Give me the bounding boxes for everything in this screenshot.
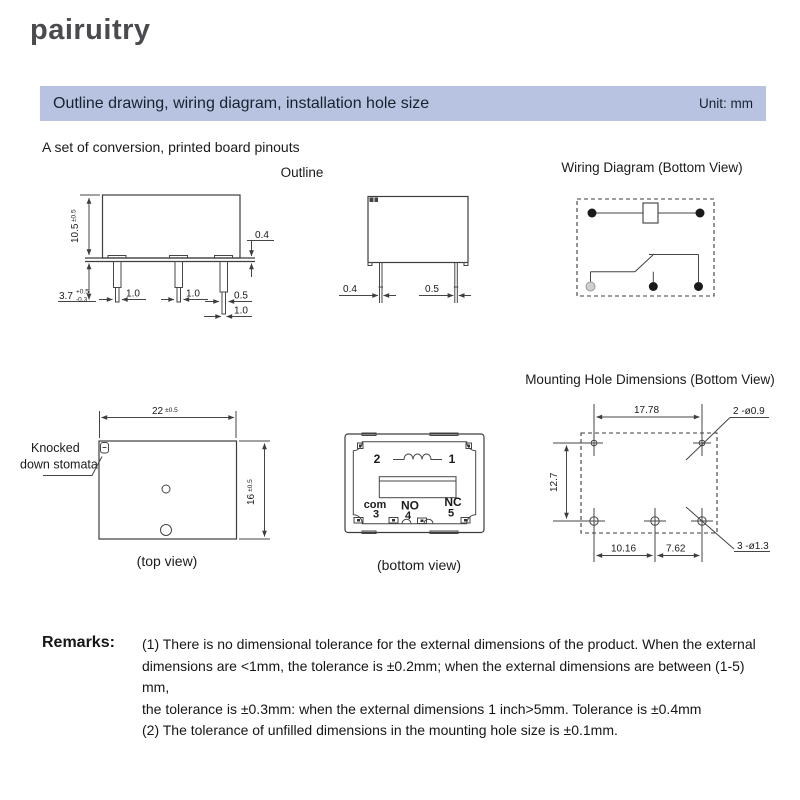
remarks-text	[142, 634, 772, 742]
pin-label-2: 2	[373, 452, 381, 466]
terminal-dot-open	[586, 282, 595, 291]
coil-symbol	[643, 203, 658, 223]
dim-top-height	[239, 441, 270, 539]
dim-height	[70, 195, 100, 255]
pin-label-nc: NC	[444, 495, 462, 509]
svg-text:0.5: 0.5	[425, 284, 439, 295]
dim-pin-widths	[99, 289, 252, 317]
remarks-section	[42, 634, 772, 742]
technical-drawing	[0, 150, 800, 630]
dim-top-width	[100, 406, 237, 438]
svg-text:3.7: 3.7	[59, 291, 73, 302]
pin-label-5: 5	[447, 507, 455, 520]
end-view-drawing	[339, 197, 471, 304]
pin-label-1: 1	[448, 452, 456, 466]
pin-label-4: 4	[404, 510, 412, 522]
svg-text:1.0: 1.0	[186, 288, 200, 300]
callout-bottom-holes	[686, 507, 770, 552]
terminal-dot	[649, 282, 658, 291]
remarks-line-3: the tolerance is ±0.3mm: when the external dimensions 1 inch>5mm. Tolerance is ±0.4mm	[142, 700, 702, 717]
svg-text:+0.5: +0.5	[76, 288, 89, 296]
terminal-dot	[694, 282, 703, 291]
svg-text:0.4: 0.4	[343, 284, 357, 295]
section-header-bar	[40, 86, 766, 121]
wiring-diagram-title: Wiring Diagram (Bottom View)	[561, 160, 743, 175]
remarks-line-2: dimensions are <1mm, the tolerance is ±0.2mm; when the external dimensions are between (1-5) mm,	[142, 657, 745, 695]
dim-pin-length	[58, 264, 96, 304]
callout-top-holes	[686, 406, 769, 460]
svg-text:17.78: 17.78	[634, 405, 660, 416]
svg-text:3 -ø1.3: 3 -ø1.3	[737, 541, 769, 552]
pin-label-com: com	[363, 499, 387, 511]
svg-text:0.5: 0.5	[234, 290, 248, 302]
svg-text:10.5±0.5: $10.5^{\pm 0.5}$	[70, 209, 81, 243]
bottom-view-drawing	[345, 433, 484, 573]
dim-span-bottom-right	[658, 544, 700, 556]
svg-text:down stomata: down stomata	[20, 457, 98, 472]
vent-mark	[370, 198, 374, 203]
dim-end-pins	[339, 284, 471, 296]
top-view-caption: (top view)	[136, 553, 198, 569]
dim-span-left	[549, 443, 589, 521]
terminal-dot	[588, 209, 597, 218]
top-view-drawing	[20, 406, 270, 569]
svg-text:22±0.5: 22 $^{\pm 0.5}$	[152, 406, 178, 417]
intro-text: A set of conversion, printed board pinouts	[42, 139, 300, 155]
svg-text:0.4: 0.4	[255, 230, 269, 241]
outline-label: Outline	[280, 165, 324, 180]
svg-text:1.0: 1.0	[234, 305, 248, 317]
bottom-view-caption: (bottom view)	[376, 557, 462, 573]
svg-text:1.0: 1.0	[126, 288, 140, 300]
pin-label-3: 3	[372, 508, 380, 521]
remarks-line-1: (1) There is no dimensional tolerance for the external dimensions of the product. When the external	[142, 636, 756, 652]
pin-label-no: NO	[401, 498, 419, 513]
svg-text:Knocked: Knocked	[31, 441, 80, 455]
remarks-label: Remarks:	[42, 634, 115, 651]
end-view-pins	[379, 263, 459, 304]
coil-winding-symbol	[393, 454, 442, 460]
dim-flange	[247, 230, 274, 277]
dim-span-top	[597, 405, 700, 417]
knocked-stomata-callout	[20, 441, 102, 476]
svg-text:16±0.5: $16^{\pm 0.5}$	[246, 479, 257, 505]
svg-text:7.62: 7.62	[666, 543, 686, 555]
svg-text:-0.3: -0.3	[76, 296, 88, 304]
remarks-line-4: (2) The tolerance of unfilled dimensions in the mounting hole size is ±0.1mm.	[142, 722, 618, 738]
svg-text:10.16: 10.16	[611, 543, 637, 555]
switch-contacts	[591, 254, 699, 282]
side-view-drawing	[58, 195, 274, 317]
wiring-diagram	[577, 199, 714, 296]
svg-text:2 -ø0.9: 2 -ø0.9	[733, 406, 765, 417]
unit-label: Unit: mm	[699, 96, 753, 111]
dim-span-bottom-left	[597, 544, 653, 556]
brand-logo: pairuitry	[30, 14, 151, 46]
mounting-hole-title: Mounting Hole Dimensions (Bottom View)	[525, 372, 775, 387]
section-title: Outline drawing, wiring diagram, installation hole size	[53, 94, 430, 112]
svg-text:12.7: 12.7	[549, 472, 560, 492]
mounting-hole-drawing	[549, 404, 770, 562]
mounting-holes	[583, 404, 713, 562]
terminal-dot	[696, 209, 705, 218]
